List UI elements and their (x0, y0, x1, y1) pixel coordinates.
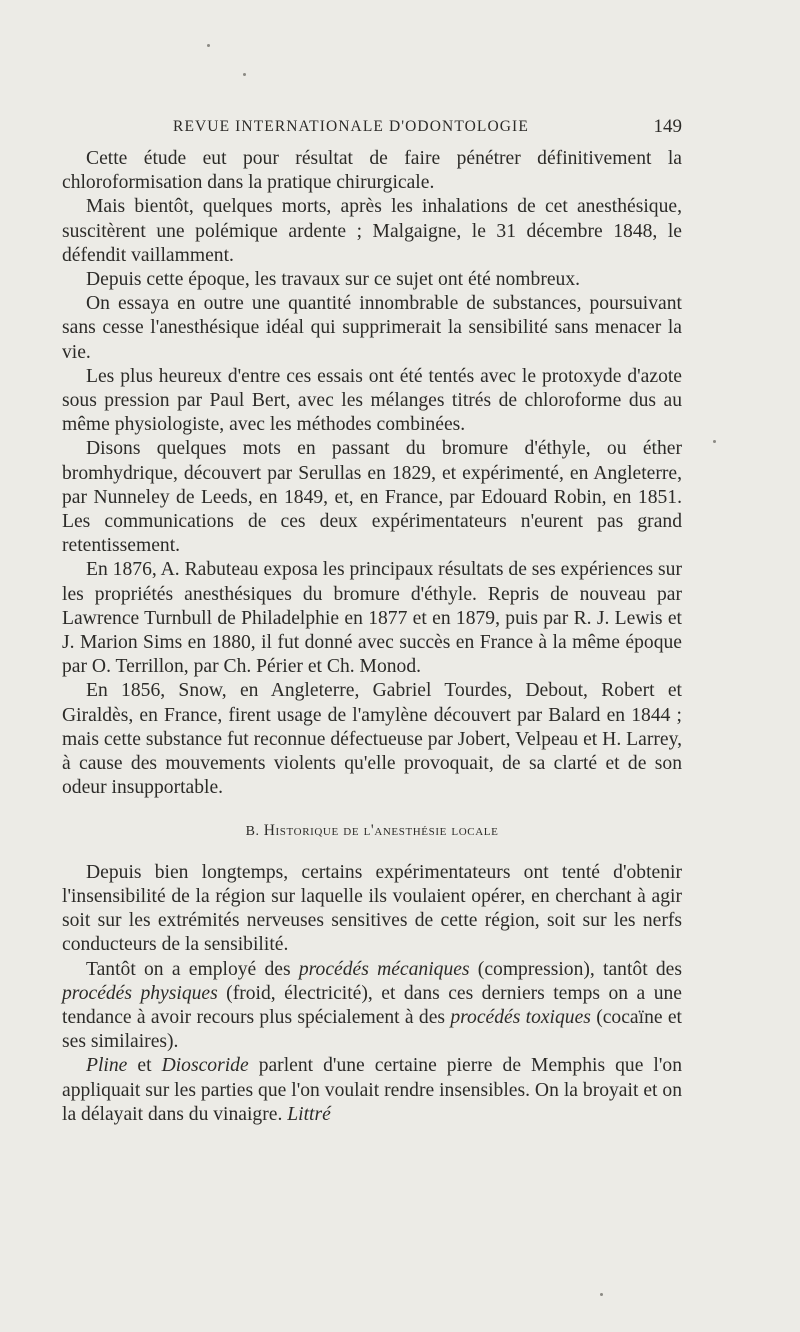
paragraph: Mais bientôt, quelques morts, après les inhalations de cet anesthésique, suscitèrent une polémique ardente ; Malgaigne, le 31 décembre 1848, le défendit vaillamment. (62, 196, 682, 266)
italic-phrase: procédés mécaniques (298, 958, 470, 980)
paragraph: En 1856, Snow, en Angleterre, Gabriel Tourdes, Debout, Robert et Giraldès, en France, firent usage de l'amylène découvert par Balard en 1844 ; mais cette substance fut reconnue défectueuse par Jobert, Velpeau et H. Larrey, à cause des mouvements violents qu'elle provoquait, de sa clarté et de son odeur insupportable. (62, 680, 682, 799)
paragraph: Cette étude eut pour résultat de faire pénétrer définitivement la chloroformisation dans la pratique chirurgicale. (62, 148, 682, 194)
italic-name: Littré (287, 1103, 331, 1125)
body-text (62, 147, 682, 1127)
paper-speck (600, 1293, 603, 1296)
paragraph: Depuis bien longtemps, certains expérimentateurs ont tenté d'obtenir l'insensibilité de la région sur laquelle ils voulaient opérer, en cherchant à agir soit sur les extrémités nerveuses sensitives de cette région, soit sur les nerfs conducteurs de la sensibilité. (62, 861, 682, 956)
paragraph: Les plus heureux d'entre ces essais ont été tentés avec le protoxyde d'azote sous pression par Paul Bert, avec les mélanges titrés de chloroforme dus au même physiologiste, avec les méthodes combinées. (62, 365, 682, 436)
paragraph: Pline et Dioscoride parlent d'une certaine pierre de Memphis que l'on appliquait sur les parties que l'on voulait rendre insensibles. On la broyait et on la délayait dans du vinaigre. Littré (62, 1055, 683, 1125)
section-title: Historique de l'anesthésie locale (263, 822, 499, 840)
italic-phrase: procédés toxiques (450, 1006, 591, 1028)
italic-name: Dioscoride (161, 1055, 249, 1077)
section-heading (62, 819, 682, 844)
paragraph: Depuis cette époque, les travaux sur ce sujet ont été nombreux. (86, 269, 581, 291)
paragraph: Disons quelques mots en passant du bromure d'éthyle, ou éther bromhydrique, découvert par Serullas en 1829, et expérimenté, en Angleterre, par Nunneley de Leeds, en 1849, et, en France, par Edouard Robin, en 1851. Les communications de ces deux expérimentateurs n'eurent pas grand retentissement. (62, 438, 682, 557)
paper-speck (713, 440, 716, 443)
paragraph: Tantôt on a employé des procédés mécaniques (compression), tantôt des procédés physiques (froid, électricité), et dans ces derniers temps on a une tendance à avoir recours plus spécialement à des procédés toxiques (cocaïne et ses similaires). (62, 958, 682, 1053)
italic-name: Pline (86, 1055, 128, 1077)
section-prefix: B. (245, 824, 264, 840)
page-number: 149 (653, 116, 682, 137)
page-header (62, 116, 682, 142)
running-head: REVUE INTERNATIONALE D'ODONTOLOGIE (173, 118, 529, 135)
paragraph: En 1876, A. Rabuteau exposa les principaux résultats de ses expériences sur les propriétés anesthésiques du bromure d'éthyle. Repris de nouveau par Lawrence Turnbull de Philadelphie en 1877 et en 1879, puis par R. J. Lewis et J. Marion Sims en 1880, il fut donné avec succès en France à la même époque par O. Terrillon, par Ch. Périer et Ch. Monod. (62, 559, 682, 678)
paragraph: On essaya en outre une quantité innombrable de substances, poursuivant sans cesse l'anesthésique idéal qui supprimerait la sensibilité sans menacer la vie. (62, 293, 682, 363)
paper-speck (207, 44, 210, 47)
paper-speck (243, 73, 246, 76)
italic-phrase: procédés physiques (62, 982, 218, 1004)
